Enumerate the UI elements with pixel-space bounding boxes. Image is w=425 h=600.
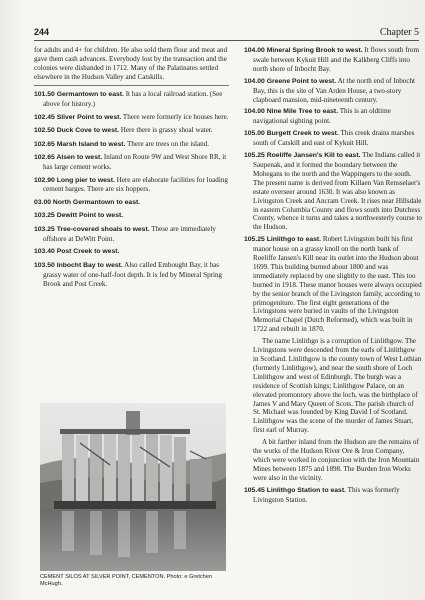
left-entry-list	[34, 90, 229, 288]
entry-paragraph	[244, 107, 422, 126]
entry-mile: 104.00	[244, 77, 267, 85]
entry-name: Greene Point to west.	[266, 77, 337, 85]
mileage-entry	[34, 211, 229, 221]
entry-paragraph: The name Linlithgo is a corruption of Linlithgow. The Livingstons were descended from the earls of Linlithgow in Scotland. Linlithgow is the county town of West Lothian (formerly Linlithgow), and near the south shore of Loch Linlithgow and west of Edinburgh. The burgh was a residence of Scottish kings; Linlithgow Palace, on an elevated promontory above the loch, was the birthplace of James V and Mary Queen of Scots. The parish church of St. Michael was founded by King David I of Scotland. Linlithgow was the scene of the murder of James Stuart, first earl of Murray.	[253, 337, 422, 435]
entry-mile: 105.25	[244, 152, 267, 160]
entry-name: Alsen to west.	[56, 154, 103, 162]
mileage-entry	[244, 46, 422, 74]
entry-name: Burgett Creek to west.	[266, 130, 339, 138]
entry-name: Duck Cove to west.	[56, 127, 120, 135]
mileage-entry	[244, 235, 422, 482]
entry-name: Marsh Island to west.	[56, 140, 126, 148]
entry-mile: 102.65	[34, 140, 57, 148]
entry-text: There are trees on the island.	[125, 139, 210, 148]
entry-text: Robert Livingston built his first manor house on a grassy knoll on the north bank of Roeliffe Jansen's Kill near its outlet into the Hudson about 1699. This building burned about 1800 and was immediately replaced by one slightly to the east. This too burned in 1918. These manor houses were always occupied by the senior branch of the Livingston family, according to primogeniture. The first eight generations of the Livingstons were buried in vaults of the Livingston Memorial Chapel (Dutch Reformed), which was built in 1722 and rebuilt in 1870.	[253, 235, 422, 334]
entry-name: Germantown to east.	[56, 91, 124, 99]
entry-name: Nine Mile Tree to east.	[266, 108, 339, 116]
entry-mile: 104.00	[244, 108, 267, 116]
entry-mile: 101.50	[34, 91, 57, 99]
entry-name: Linlithgo to east.	[266, 236, 322, 244]
entry-mile: 103.40	[34, 248, 57, 256]
mileage-entry	[34, 90, 229, 109]
entry-paragraph	[244, 76, 422, 105]
photo-illustration	[40, 403, 226, 571]
entry-paragraph	[244, 129, 422, 148]
mileage-entry	[34, 261, 229, 289]
entry-mile: 105.00	[244, 130, 267, 138]
entry-text: Here there is grassy shoal water.	[119, 126, 213, 135]
entry-mile: 105.25	[244, 236, 267, 244]
right-column	[244, 46, 422, 508]
entry-text: Inland on Route 9W and West Shore RR, it has large cement works.	[43, 153, 227, 172]
mileage-entry	[34, 247, 229, 257]
entry-name: Sliver Point to west.	[56, 113, 122, 121]
entry-mile: 103.25	[34, 212, 57, 220]
entry-text: Here are elaborate facilities for loading cement barges. There are six hoppers.	[43, 175, 228, 194]
intro-paragraph: for adults and 4+ for children. He also sold them flour and meat and gave them cash advances. Everybody lost by the transaction and the colonies were disbanded in 1712. Many of the Palatinates settled elsewhere in the Hudson Valley and Catskills.	[34, 46, 228, 81]
entry-mile: 102.50	[34, 127, 57, 135]
entry-text: There were formerly ice houses here.	[121, 112, 229, 121]
entry-mile: 03.00	[34, 198, 53, 206]
entry-mile: 102.65	[34, 154, 57, 162]
entry-name: Mineral Spring Brook to west.	[266, 47, 363, 54]
chapter-label: Chapter 5	[379, 27, 419, 38]
entry-paragraph	[244, 151, 422, 232]
entry-name: Dewitt Point to west.	[56, 212, 124, 220]
entry-text: This is an oldtime navigational sighting point.	[253, 107, 391, 126]
entry-text: This creek drains marshes south of Catskill and east of Kykuit Hill.	[253, 129, 415, 148]
entry-mile: 102.90	[34, 176, 57, 184]
entry-mile: 102.45	[34, 113, 57, 121]
photo-caption: CEMENT SILOS AT SILVER POINT, CEMENTON. Photo: e Gretchen McHugh.	[40, 574, 213, 587]
page-header	[34, 27, 419, 41]
right-entry-list	[244, 46, 422, 505]
mileage-entry	[244, 129, 422, 148]
mileage-entry	[34, 153, 229, 172]
entry-text: Also called Embought Bay, it has grassy water of one-half-foot depth. It is fed by Mineral Spring Brook and Post Creek.	[43, 260, 223, 288]
entry-mile: 103.25	[34, 225, 57, 233]
mileage-entry	[34, 198, 229, 208]
entry-text: This was formerly Livingston Station.	[253, 485, 400, 504]
entry-paragraph	[244, 235, 422, 334]
entry-name: Roeliffe Jansen's Kill to east.	[266, 152, 361, 160]
page-number: 244	[34, 27, 50, 37]
divider	[34, 85, 229, 86]
entry-name: Long pier to west.	[56, 176, 115, 184]
entry-mile: 104.00	[244, 47, 267, 54]
entry-name: Linlithgo Station to east.	[266, 486, 346, 494]
left-column	[34, 46, 229, 292]
entry-text: At the north end of Inbocht Bay, this is the site of Van Arden House, a two-story clapboard mansion, mid-nineteenth century.	[253, 76, 415, 104]
entry-name: Post Creek to west.	[56, 248, 120, 256]
cement-silos-photo	[40, 403, 226, 571]
mileage-entry	[34, 113, 229, 123]
entry-paragraph: A bit farther inland from the Hudson are the remains of the works of the Hudson River Ore & Iron Company, which were worked in conjunction with the Iron Mountain Mines between 1875 and 1898. The Burden Iron Works were also in the vicinity.	[253, 438, 420, 482]
mileage-entry	[34, 126, 229, 136]
entry-paragraph	[244, 46, 422, 74]
entry-mile: 105.45	[244, 486, 267, 494]
mileage-entry	[244, 486, 422, 505]
entry-text: It flows south from swale between Kykuit Hill and the Kalkberg Cliffs into north shore of Inbocht Bay.	[253, 46, 419, 73]
entry-text: These are immediately offshore at DeWitt Point.	[43, 224, 216, 243]
mileage-entry	[34, 176, 229, 195]
entry-mile: 103.50	[34, 261, 57, 269]
mileage-entry	[244, 151, 422, 232]
mileage-entry	[244, 77, 422, 105]
entry-paragraph	[244, 485, 422, 505]
entry-text: It has a local railroad station. (See above for history.)	[43, 90, 223, 109]
mileage-entry	[244, 107, 422, 126]
entry-text: The Indians called it Saupenak, and it formed the boundary between the Mohegans to the north and the Wappingers to the south. The present name is derived from Killaen Van Rensselaer's estate overseer around 1630. It was also known as Livingston Creek and Ancram Creek. It rises near Hillsdale in eastern Columbia County and flows south into Dutchess County, whence it turns and takes a northwesterly course to the Hudson.	[253, 151, 422, 232]
entry-name: Tree-covered shoals to west.	[56, 225, 150, 233]
mileage-entry	[34, 225, 229, 244]
mileage-entry	[34, 140, 229, 150]
entry-name: Inbocht Bay to west.	[56, 261, 123, 269]
entry-name: North Germantown to east.	[52, 198, 141, 206]
